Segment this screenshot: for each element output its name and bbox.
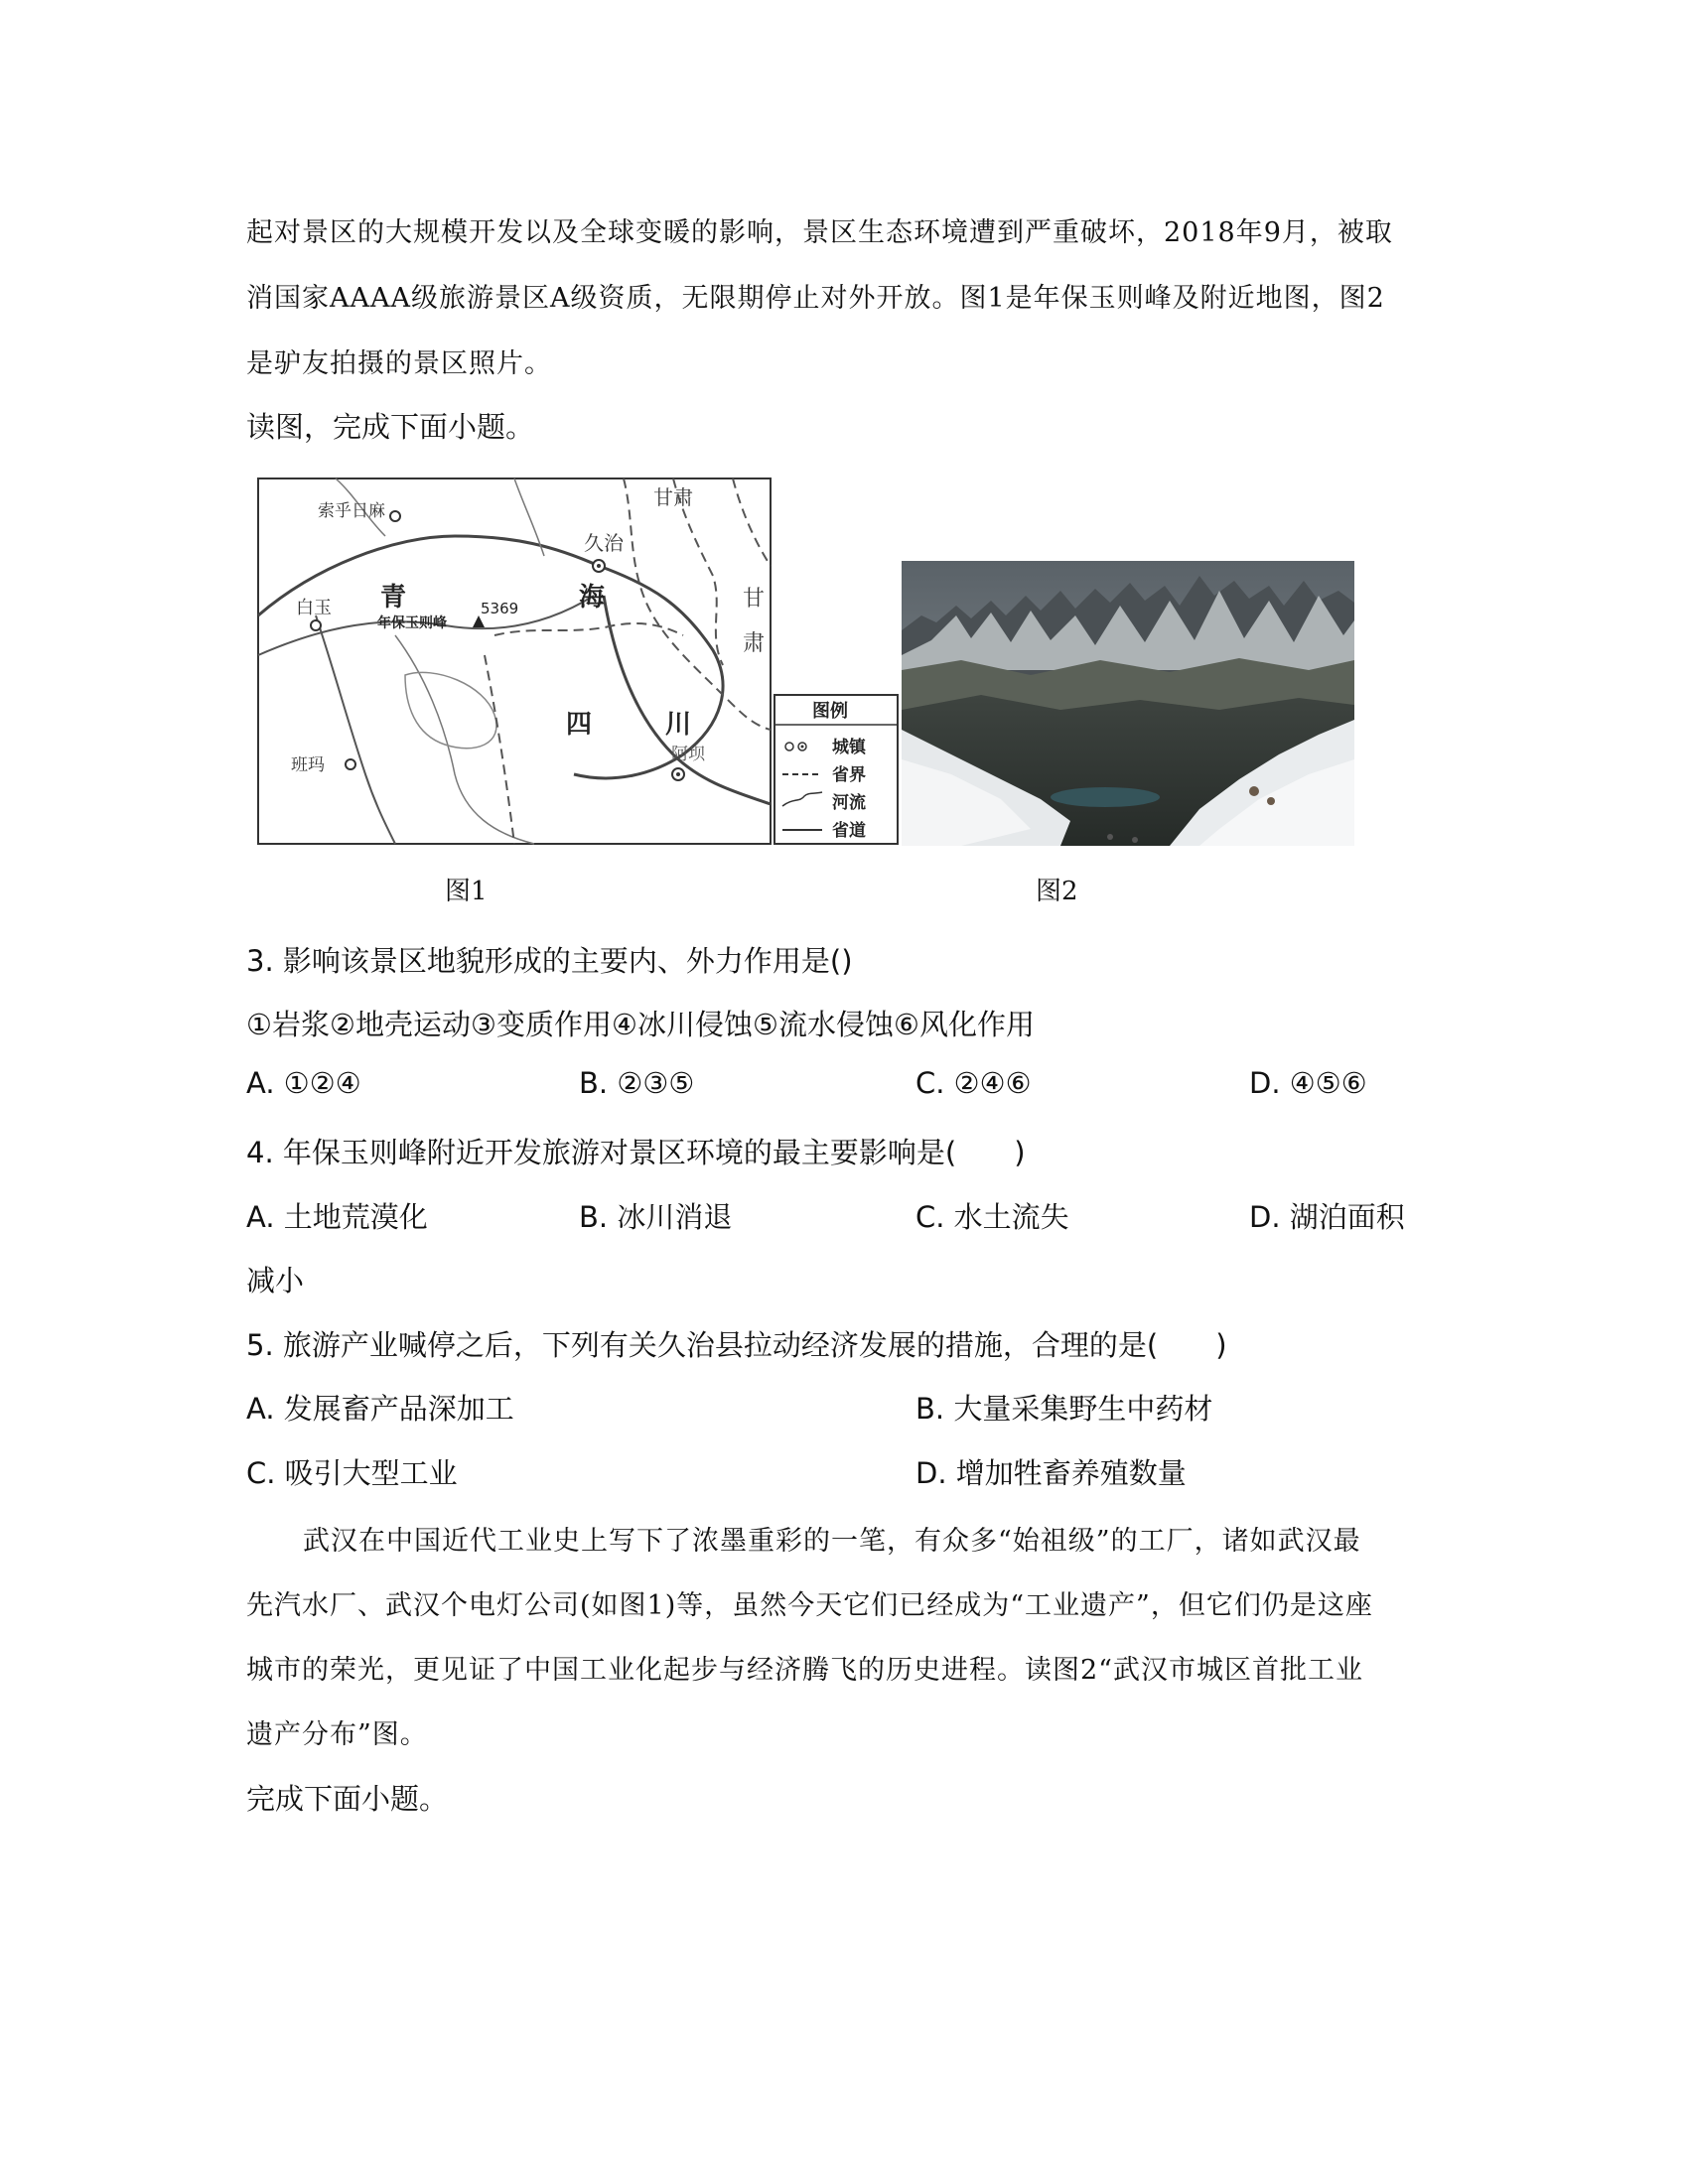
label-gan-su-1: 甘肃 (653, 485, 693, 509)
wuhan-line-3: 城市的荣光，更见证了中国工业化起步与经济腾飞的历史进程。读图2“武汉市城区首批工业 (246, 1655, 1363, 1686)
legend-town: 城镇 (832, 738, 866, 757)
q5-stem: 5. 旅游产业喊停之后，下列有关久治县拉动经济发展的措施，合理的是( ) (246, 1328, 1227, 1362)
legend-border: 省界 (832, 765, 866, 785)
q4-option-d[interactable]: D. 湖泊面积 (1249, 1200, 1405, 1234)
q5-option-c[interactable]: C. 吸引大型工业 (246, 1456, 458, 1490)
q4-option-b[interactable]: B. 冰川消退 (579, 1200, 733, 1234)
legend-river: 河流 (832, 793, 866, 813)
label-aba: 阿坝 (671, 745, 705, 764)
wuhan-prompt: 完成下面小题。 (246, 1782, 449, 1816)
legend-title: 图例 (812, 701, 848, 722)
label-elevation: 5369 (481, 600, 519, 617)
legend-road: 省道 (832, 821, 866, 841)
q5-option-b[interactable]: B. 大量采集野生中药材 (915, 1392, 1213, 1426)
label-banma: 班玛 (291, 755, 325, 775)
q3-option-a[interactable]: A. ①②④ (246, 1066, 361, 1100)
q3-stem: 3. 影响该景区地貌形成的主要内、外力作用是() (246, 944, 853, 978)
caption-fig1: 图1 (445, 877, 488, 906)
q3-items: ①岩浆②地壳运动③变质作用④冰川侵蚀⑤流水侵蚀⑥风化作用 (246, 1008, 1035, 1041)
label-su: 肃 (743, 631, 766, 656)
label-si: 四 (566, 710, 593, 740)
wuhan-line-1: 武汉在中国近代工业史上写下了浓墨重彩的一笔，有众多“始祖级”的工厂，诸如武汉最 (303, 1526, 1361, 1557)
intro-line-2: 消国家AAAA级旅游景区A级资质，无限期停止对外开放。图1是年保玉则峰及附近地图，图2 (246, 283, 1385, 314)
q3-option-b[interactable]: B. ②③⑤ (579, 1066, 695, 1100)
intro-line-1: 起对景区的大规模开发以及全球变暖的影响，景区生态环境遭到严重破坏，2018年9月，被取 (246, 217, 1393, 248)
figure-1-map (256, 477, 902, 846)
figure-2-photo (902, 561, 1354, 846)
label-gan: 甘 (743, 587, 766, 612)
wuhan-line-2: 先汽水厂、武汉个电灯公司(如图1)等，虽然今天它们已经成为“工业遗产”，但它们仍是这座 (246, 1590, 1373, 1621)
label-suohu: 索乎日麻 (318, 501, 385, 521)
intro-line-3: 是驴友拍摄的景区照片。 (246, 348, 552, 379)
intro-prompt: 读图，完成下面小题。 (246, 410, 535, 444)
q5-option-d[interactable]: D. 增加牲畜养殖数量 (915, 1456, 1187, 1490)
label-baiyu: 白玉 (296, 598, 332, 618)
label-chuan: 川 (665, 710, 692, 740)
q3-option-d[interactable]: D. ④⑤⑥ (1249, 1066, 1367, 1100)
wuhan-line-4: 遗产分布”图。 (246, 1719, 428, 1750)
label-peak: 年保玉则峰 (377, 615, 447, 631)
label-hai: 海 (579, 583, 606, 613)
q5-option-a[interactable]: A. 发展畜产品深加工 (246, 1392, 514, 1426)
q4-option-d-continued: 减小 (246, 1264, 305, 1297)
caption-fig2: 图2 (1036, 877, 1078, 906)
q3-option-c[interactable]: C. ②④⑥ (915, 1066, 1032, 1100)
label-jiuzhi: 久治 (584, 531, 624, 555)
q4-option-c[interactable]: C. 水土流失 (915, 1200, 1069, 1234)
label-qing: 青 (380, 583, 407, 613)
q4-stem: 4. 年保玉则峰附近开发旅游对景区环境的最主要影响是( ) (246, 1136, 1026, 1169)
q4-option-a[interactable]: A. 土地荒漠化 (246, 1200, 428, 1234)
